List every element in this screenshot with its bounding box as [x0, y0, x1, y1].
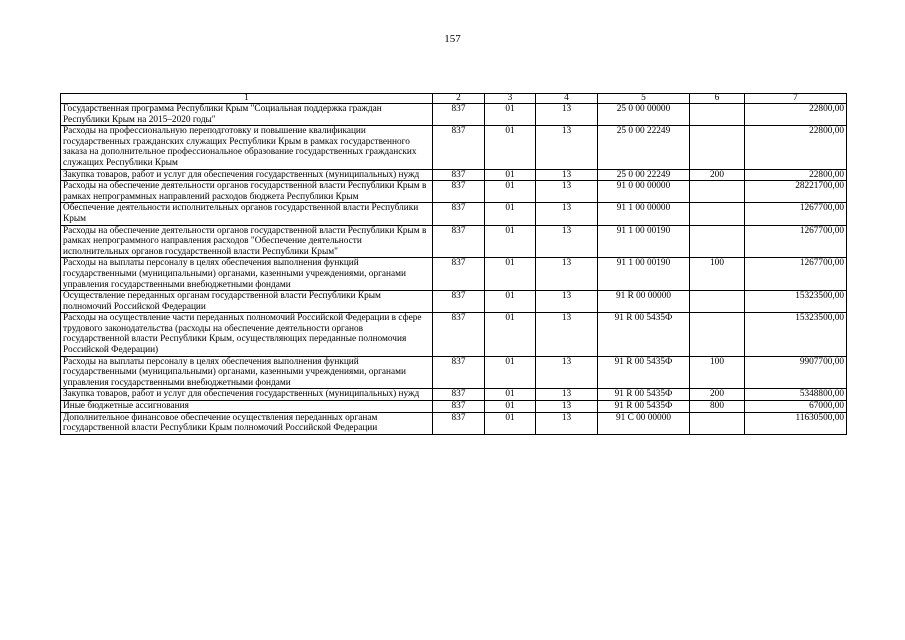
row-name: Расходы на обеспечение деятельности органов государственной власти Республики Крым в рамках непрограммных направлений расходов бюджета Республики Крым [61, 181, 433, 203]
row-name: Расходы на выплаты персоналу в целях обеспечения выполнения функций государственными (муниципальными) органами, казенными учреждениями, органами управления государственными внебюджетными фондами [61, 258, 433, 291]
subsection-code: 13 [536, 389, 598, 401]
expense-type-code: 100 [690, 258, 745, 291]
ministry-code: 837 [433, 389, 485, 401]
target-article-code: 91 R 00 5435Ф [598, 356, 690, 389]
target-article-code: 25 0 00 00000 [598, 104, 690, 126]
subsection-code: 13 [536, 401, 598, 413]
amount: 5348800,00 [745, 389, 847, 401]
subsection-code: 13 [536, 291, 598, 313]
section-code: 01 [485, 126, 536, 169]
amount: 15323500,00 [745, 313, 847, 356]
section-code: 01 [485, 401, 536, 413]
target-article-code: 91 R 00 5435Ф [598, 313, 690, 356]
table-row [61, 313, 847, 356]
subsection-code: 13 [536, 356, 598, 389]
amount: 1267700,00 [745, 258, 847, 291]
section-code: 01 [485, 389, 536, 401]
subsection-code: 13 [536, 181, 598, 203]
section-code: 01 [485, 169, 536, 181]
subsection-code: 13 [536, 104, 598, 126]
target-article-code: 91 R 00 5435Ф [598, 401, 690, 413]
ministry-code: 837 [433, 225, 485, 258]
row-name: Обеспечение деятельности исполнительных органов государственной власти Республики Крым [61, 203, 433, 225]
section-code: 01 [485, 203, 536, 225]
table-row [61, 181, 847, 203]
column-header: 3 [485, 94, 536, 104]
amount: 9907700,00 [745, 356, 847, 389]
target-article-code: 91 0 00 00000 [598, 181, 690, 203]
section-code: 01 [485, 181, 536, 203]
ministry-code: 837 [433, 401, 485, 413]
amount: 1267700,00 [745, 203, 847, 225]
section-code: 01 [485, 291, 536, 313]
table-header-row [61, 94, 847, 104]
row-name: Расходы на осуществление части переданных полномочий Российской Федерации в сфере трудового законодательства (расходы на обеспечение деятельности органов государственной власти Республики Крым, осуществляющих переданные полномочия Российской Федерации) [61, 313, 433, 356]
row-name: Закупка товаров, работ и услуг для обеспечения государственных (муниципальных) нужд [61, 169, 433, 181]
column-header: 4 [536, 94, 598, 104]
table-row [61, 225, 847, 258]
expense-type-code: 800 [690, 401, 745, 413]
subsection-code: 13 [536, 412, 598, 434]
column-header: 6 [690, 94, 745, 104]
amount: 11630500,00 [745, 412, 847, 434]
column-header: 1 [61, 94, 433, 104]
section-code: 01 [485, 412, 536, 434]
amount: 67000,00 [745, 401, 847, 413]
section-code: 01 [485, 258, 536, 291]
row-name: Расходы на выплаты персоналу в целях обеспечения выполнения функций государственными (муниципальными) органами, казенными учреждениями, органами управления государственными внебюджетными фондами [61, 356, 433, 389]
target-article-code: 91 R 00 00000 [598, 291, 690, 313]
expense-type-code [690, 104, 745, 126]
table-row [61, 258, 847, 291]
target-article-code: 91 1 00 00190 [598, 225, 690, 258]
table-row [61, 203, 847, 225]
column-header: 7 [745, 94, 847, 104]
subsection-code: 13 [536, 225, 598, 258]
section-code: 01 [485, 356, 536, 389]
ministry-code: 837 [433, 104, 485, 126]
section-code: 01 [485, 313, 536, 356]
target-article-code: 91 1 00 00000 [598, 203, 690, 225]
expense-type-code [690, 291, 745, 313]
table-row [61, 104, 847, 126]
ministry-code: 837 [433, 291, 485, 313]
table-row [61, 291, 847, 313]
row-name: Дополнительное финансовое обеспечение осуществления переданных органам государственной власти Республики Крым полномочий Российской Федерации [61, 412, 433, 434]
ministry-code: 837 [433, 258, 485, 291]
ministry-code: 837 [433, 203, 485, 225]
target-article-code: 91 С 00 00000 [598, 412, 690, 434]
column-header: 2 [433, 94, 485, 104]
subsection-code: 13 [536, 126, 598, 169]
expense-type-code: 200 [690, 389, 745, 401]
expense-type-code [690, 126, 745, 169]
expense-type-code [690, 181, 745, 203]
column-header: 5 [598, 94, 690, 104]
expense-type-code [690, 225, 745, 258]
target-article-code: 25 0 00 22249 [598, 169, 690, 181]
section-code: 01 [485, 225, 536, 258]
table-row [61, 401, 847, 413]
row-name: Расходы на профессиональную переподготовку и повышение квалификации государственных гражданских служащих Республики Крым в рамках государственного заказа на дополнительное профессиональное образование государственных гражданских служащих Республики Крым [61, 126, 433, 169]
table-row [61, 169, 847, 181]
ministry-code: 837 [433, 181, 485, 203]
amount: 28221700,00 [745, 181, 847, 203]
row-name: Государственная программа Республики Крым "Социальная поддержка граждан Республики Крым на 2015–2020 годы" [61, 104, 433, 126]
ministry-code: 837 [433, 356, 485, 389]
subsection-code: 13 [536, 258, 598, 291]
amount: 1267700,00 [745, 225, 847, 258]
expense-type-code: 200 [690, 169, 745, 181]
section-code: 01 [485, 104, 536, 126]
amount: 22800,00 [745, 169, 847, 181]
row-name: Иные бюджетные ассигнования [61, 401, 433, 413]
ministry-code: 837 [433, 126, 485, 169]
row-name: Закупка товаров, работ и услуг для обеспечения государственных (муниципальных) нужд [61, 389, 433, 401]
subsection-code: 13 [536, 203, 598, 225]
target-article-code: 91 1 00 00190 [598, 258, 690, 291]
expense-type-code [690, 203, 745, 225]
subsection-code: 13 [536, 313, 598, 356]
ministry-code: 837 [433, 169, 485, 181]
ministry-code: 837 [433, 313, 485, 356]
target-article-code: 25 0 00 22249 [598, 126, 690, 169]
table-row [61, 412, 847, 434]
amount: 15323500,00 [745, 291, 847, 313]
row-name: Расходы на обеспечение деятельности органов государственной власти Республики Крым в рамках непрограммного направления расходов "Обеспечение деятельности исполнительных органов государственной власти Республики Крым" [61, 225, 433, 258]
table-row [61, 356, 847, 389]
table-row [61, 126, 847, 169]
page-number: 157 [444, 33, 461, 45]
target-article-code: 91 R 00 5435Ф [598, 389, 690, 401]
row-name: Осуществление переданных органам государственной власти Республики Крым полномочий Российской Федерации [61, 291, 433, 313]
expense-type-code: 100 [690, 356, 745, 389]
amount: 22800,00 [745, 126, 847, 169]
table-row [61, 389, 847, 401]
ministry-code: 837 [433, 412, 485, 434]
budget-table [60, 93, 847, 435]
expense-type-code [690, 313, 745, 356]
subsection-code: 13 [536, 169, 598, 181]
expense-type-code [690, 412, 745, 434]
amount: 22800,00 [745, 104, 847, 126]
